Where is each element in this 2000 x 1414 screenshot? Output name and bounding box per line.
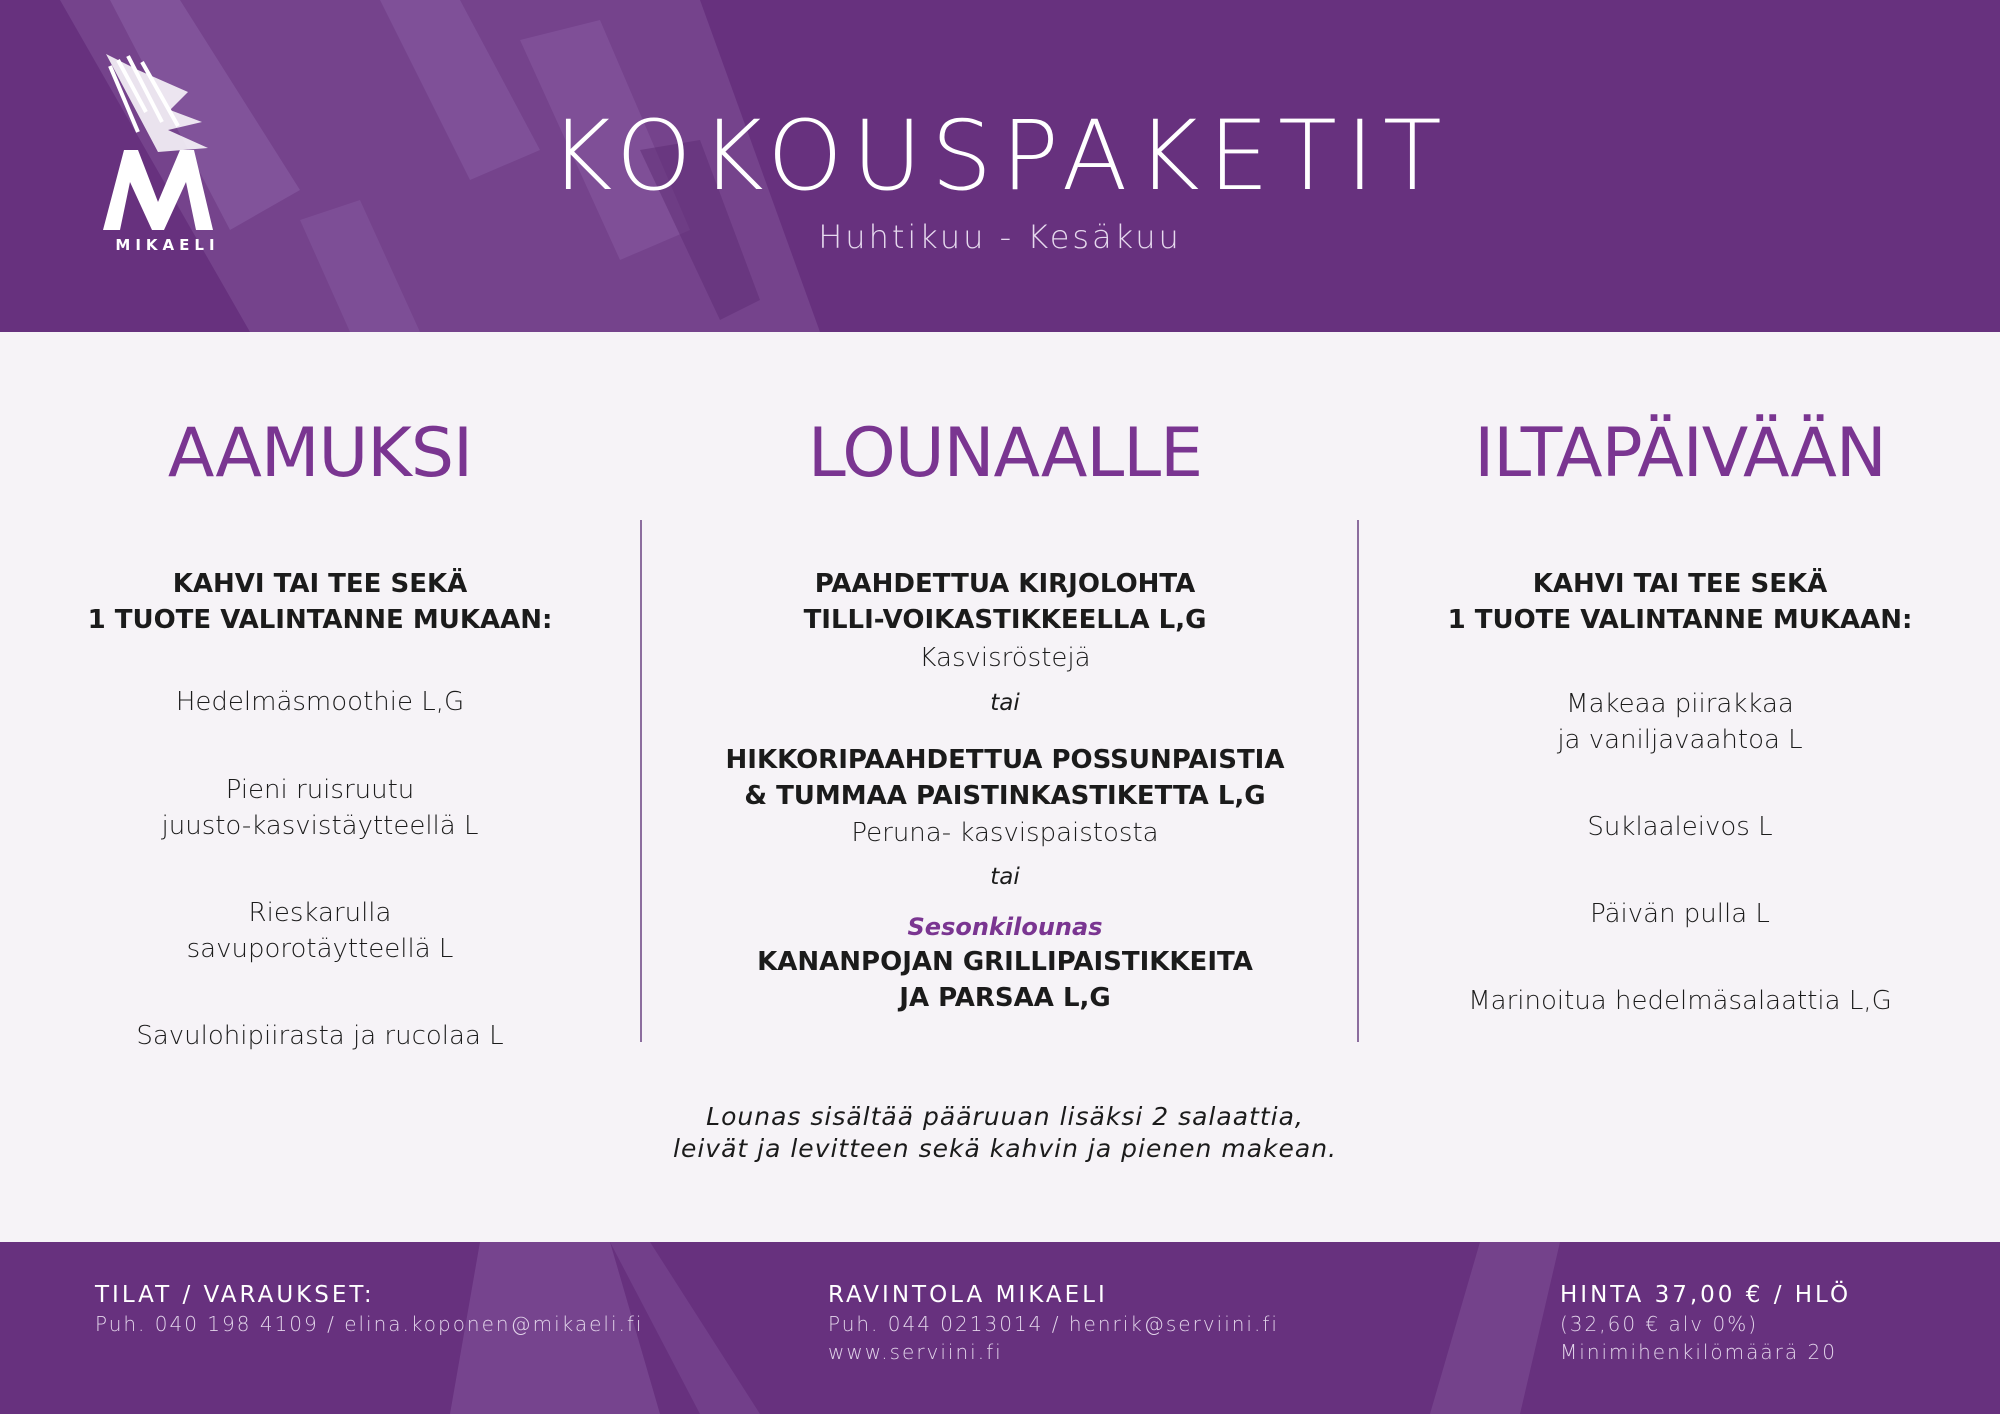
morning-item: [40, 772, 600, 844]
lunch-dish-1: [680, 566, 1330, 638]
bookings-heading: TILAT / VARAUKSET:: [95, 1282, 375, 1308]
morning-intro-line: KAHVI TAI TEE SEKÄ: [172, 569, 468, 599]
restaurant-heading: RAVINTOLA MIKAELI: [828, 1282, 1108, 1308]
restaurant-contact: Puh. 044 0213014 / henrik@serviini.fi: [828, 1312, 1279, 1336]
afternoon-intro: [1400, 566, 1960, 638]
seasonal-label: Sesonkilounas: [907, 913, 1103, 941]
morning-item-line: juusto-kasvistäytteellä L: [161, 811, 479, 841]
afternoon-item-line: Makeaa piirakkaa: [1566, 689, 1794, 719]
lunch-dish-3-title: KANANPOJAN GRILLIPAISTIKKEITA: [757, 947, 1253, 977]
afternoon-item-line: Päivän pulla L: [1590, 899, 1770, 929]
afternoon-item: [1400, 686, 1960, 758]
lunch-dish-2: [680, 742, 1330, 814]
morning-heading: AAMUKSI: [167, 414, 473, 493]
afternoon-item-line: Suklaaleivos L: [1587, 812, 1773, 842]
column-divider: [640, 520, 642, 1042]
morning-item-line: Hedelmäsmoothie L,G: [175, 687, 465, 717]
morning-intro-line: 1 TUOTE VALINTANNE MUKAAN:: [87, 605, 553, 635]
afternoon-item: [1400, 809, 1960, 845]
afternoon-item-line: ja vaniljavaahtoa L: [1557, 725, 1803, 755]
morning-item-line: Rieskarulla: [248, 898, 392, 928]
afternoon-item: [1400, 983, 1960, 1019]
afternoon-intro-line: 1 TUOTE VALINTANNE MUKAAN:: [1447, 605, 1913, 635]
morning-item-line: Pieni ruisruutu: [225, 775, 415, 805]
header-banner: [0, 0, 2000, 332]
morning-item: [40, 684, 600, 720]
afternoon-heading: ILTAPÄIVÄÄN: [1474, 414, 1886, 493]
morning-item: [40, 1018, 600, 1054]
morning-intro: [40, 566, 600, 638]
lunch-heading: LOUNAALLE: [807, 414, 1203, 493]
lunch-note-line: leivät ja levitteen sekä kahvin ja pienen makean.: [673, 1134, 1337, 1163]
lunch-dish-2-title: & TUMMAA PAISTINKASTIKETTA L,G: [744, 781, 1266, 811]
or-separator: tai: [990, 690, 1020, 716]
restaurant-block: [828, 1280, 1279, 1366]
lunch-note: [600, 1101, 1410, 1165]
bookings-contact: Puh. 040 198 4109 / elina.koponen@mikaeli.fi: [95, 1312, 644, 1336]
lunch-note-line: Lounas sisältää pääruuan lisäksi 2 salaattia,: [706, 1102, 1304, 1131]
logo-wordmark: MIKAELI: [115, 236, 220, 254]
minimum-guests: Minimihenkilömäärä 20: [1560, 1340, 1837, 1364]
lunch-dish-3: [680, 944, 1330, 1016]
lunch-dish-3-title: JA PARSAA L,G: [899, 983, 1111, 1013]
price-vat: (32,60 € alv 0%): [1560, 1312, 1759, 1336]
morning-item-line: savuporotäytteellä L: [186, 934, 454, 964]
page-subtitle: Huhtikuu - Kesäkuu: [818, 218, 1182, 256]
page-title: KOKOUSPAKETIT: [549, 100, 1451, 212]
morning-item-line: Savulohipiirasta ja rucolaa L: [136, 1021, 504, 1051]
restaurant-website: www.serviini.fi: [828, 1340, 1003, 1364]
or-separator: tai: [990, 864, 1020, 890]
afternoon-item-line: Marinoitua hedelmäsalaattia L,G: [1468, 986, 1892, 1016]
lunch-dish-2-title: HIKKORIPAAHDETTUA POSSUNPAISTIA: [725, 745, 1285, 775]
afternoon-column-heading: [1440, 410, 1920, 498]
price-block: [1560, 1280, 1851, 1366]
price-heading: HINTA 37,00 € / HLÖ: [1560, 1282, 1852, 1308]
column-divider: [1357, 520, 1359, 1042]
lunch-dish-1-title: PAAHDETTUA KIRJOLOHTA: [814, 569, 1196, 599]
footer-banner: [0, 1242, 2000, 1414]
afternoon-item: [1400, 896, 1960, 932]
bookings-block: [95, 1280, 644, 1338]
morning-item: [40, 895, 600, 967]
lunch-dish-2-side: Peruna- kasvispaistosta: [851, 818, 1159, 848]
lunch-column-heading: [740, 410, 1270, 498]
lunch-dish-1-side: Kasvisröstejä: [919, 643, 1091, 673]
afternoon-intro-line: KAHVI TAI TEE SEKÄ: [1532, 569, 1828, 599]
lunch-dish-1-title: TILLI-VOIKASTIKKEELLA L,G: [803, 605, 1207, 635]
morning-column-heading: [80, 410, 560, 498]
